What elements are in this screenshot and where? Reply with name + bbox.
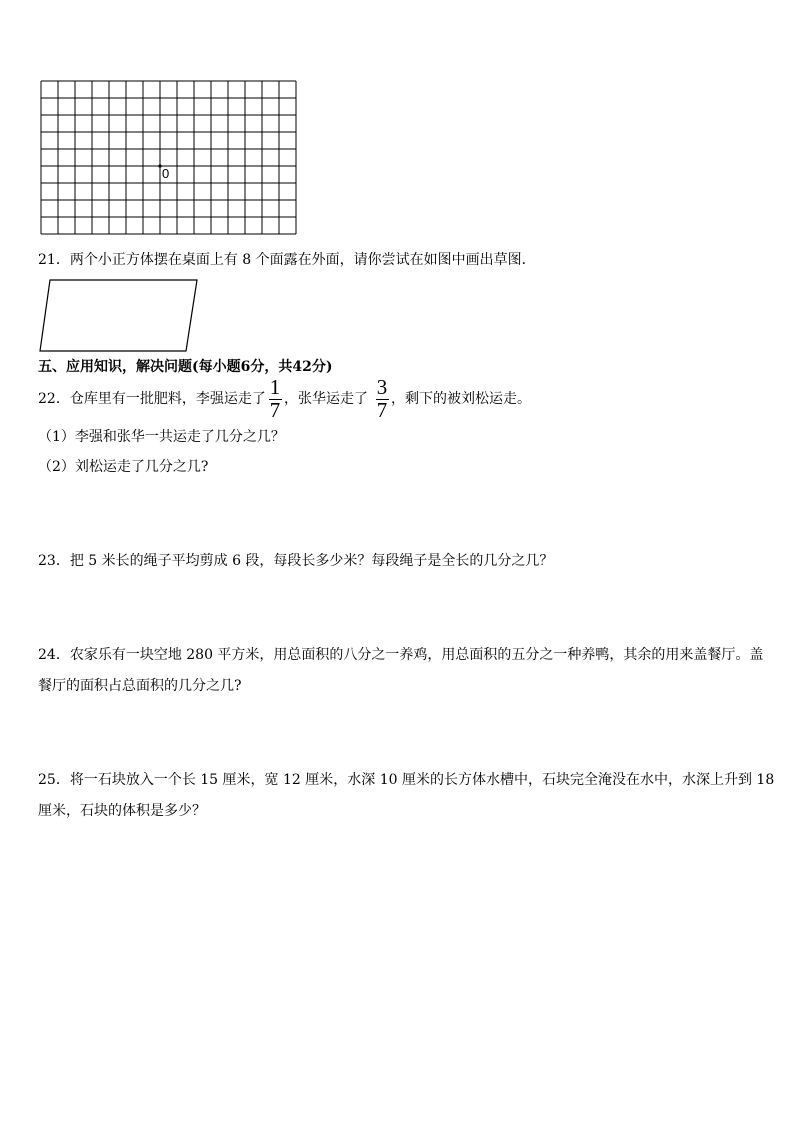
question-24-line-2: 餐厅的面积占总面积的几分之几? <box>38 678 242 694</box>
question-22-part-c: ，剩下的被刘松运走。 <box>391 391 531 407</box>
question-25-line-2: 厘米，石块的体积是多少？ <box>38 803 206 819</box>
question-25-line-1: 25．将一石块放入一个长 15 厘米，宽 12 厘米，水深 10 厘米的长方体水槽中，石块完全淹没在水中，水深上升到 18 <box>38 772 775 788</box>
section-5-title: 五、应用知识，解决问题(每小题6分，共42分) <box>38 359 333 375</box>
question-22-sub-1: （1）李强和张华一共运走了几分之几？ <box>38 429 285 445</box>
fraction-2-numerator: 3 <box>376 375 388 399</box>
question-22-sub-2: （2）刘松运走了几分之几? <box>38 459 209 475</box>
fraction-2-denominator: 7 <box>376 398 388 422</box>
fraction-1-numerator: 1 <box>269 375 281 399</box>
question-24-line-1: 24．农家乐有一块空地 280 平方米，用总面积的八分之一养鸡，用总面积的五分之一种养鸭，其余的用来盖餐厅。盖 <box>38 647 764 663</box>
grid-origin-label: 0 <box>162 166 170 181</box>
fraction-1-denominator: 7 <box>269 398 281 422</box>
question-21: 21．两个小正方体摆在桌面上有 8 个面露在外面，请你尝试在如图中画出草图． <box>38 252 536 268</box>
parallelogram-figure <box>0 0 794 360</box>
question-23: 23．把 5 米长的绳子平均剪成 6 段，每段长多少米？每段绳子是全长的几分之几？ <box>38 553 554 569</box>
question-22-part-a: 22．仓库里有一批肥料，李强运走了 <box>38 391 266 407</box>
question-22-part-b: ，张华运走了 <box>284 391 368 407</box>
